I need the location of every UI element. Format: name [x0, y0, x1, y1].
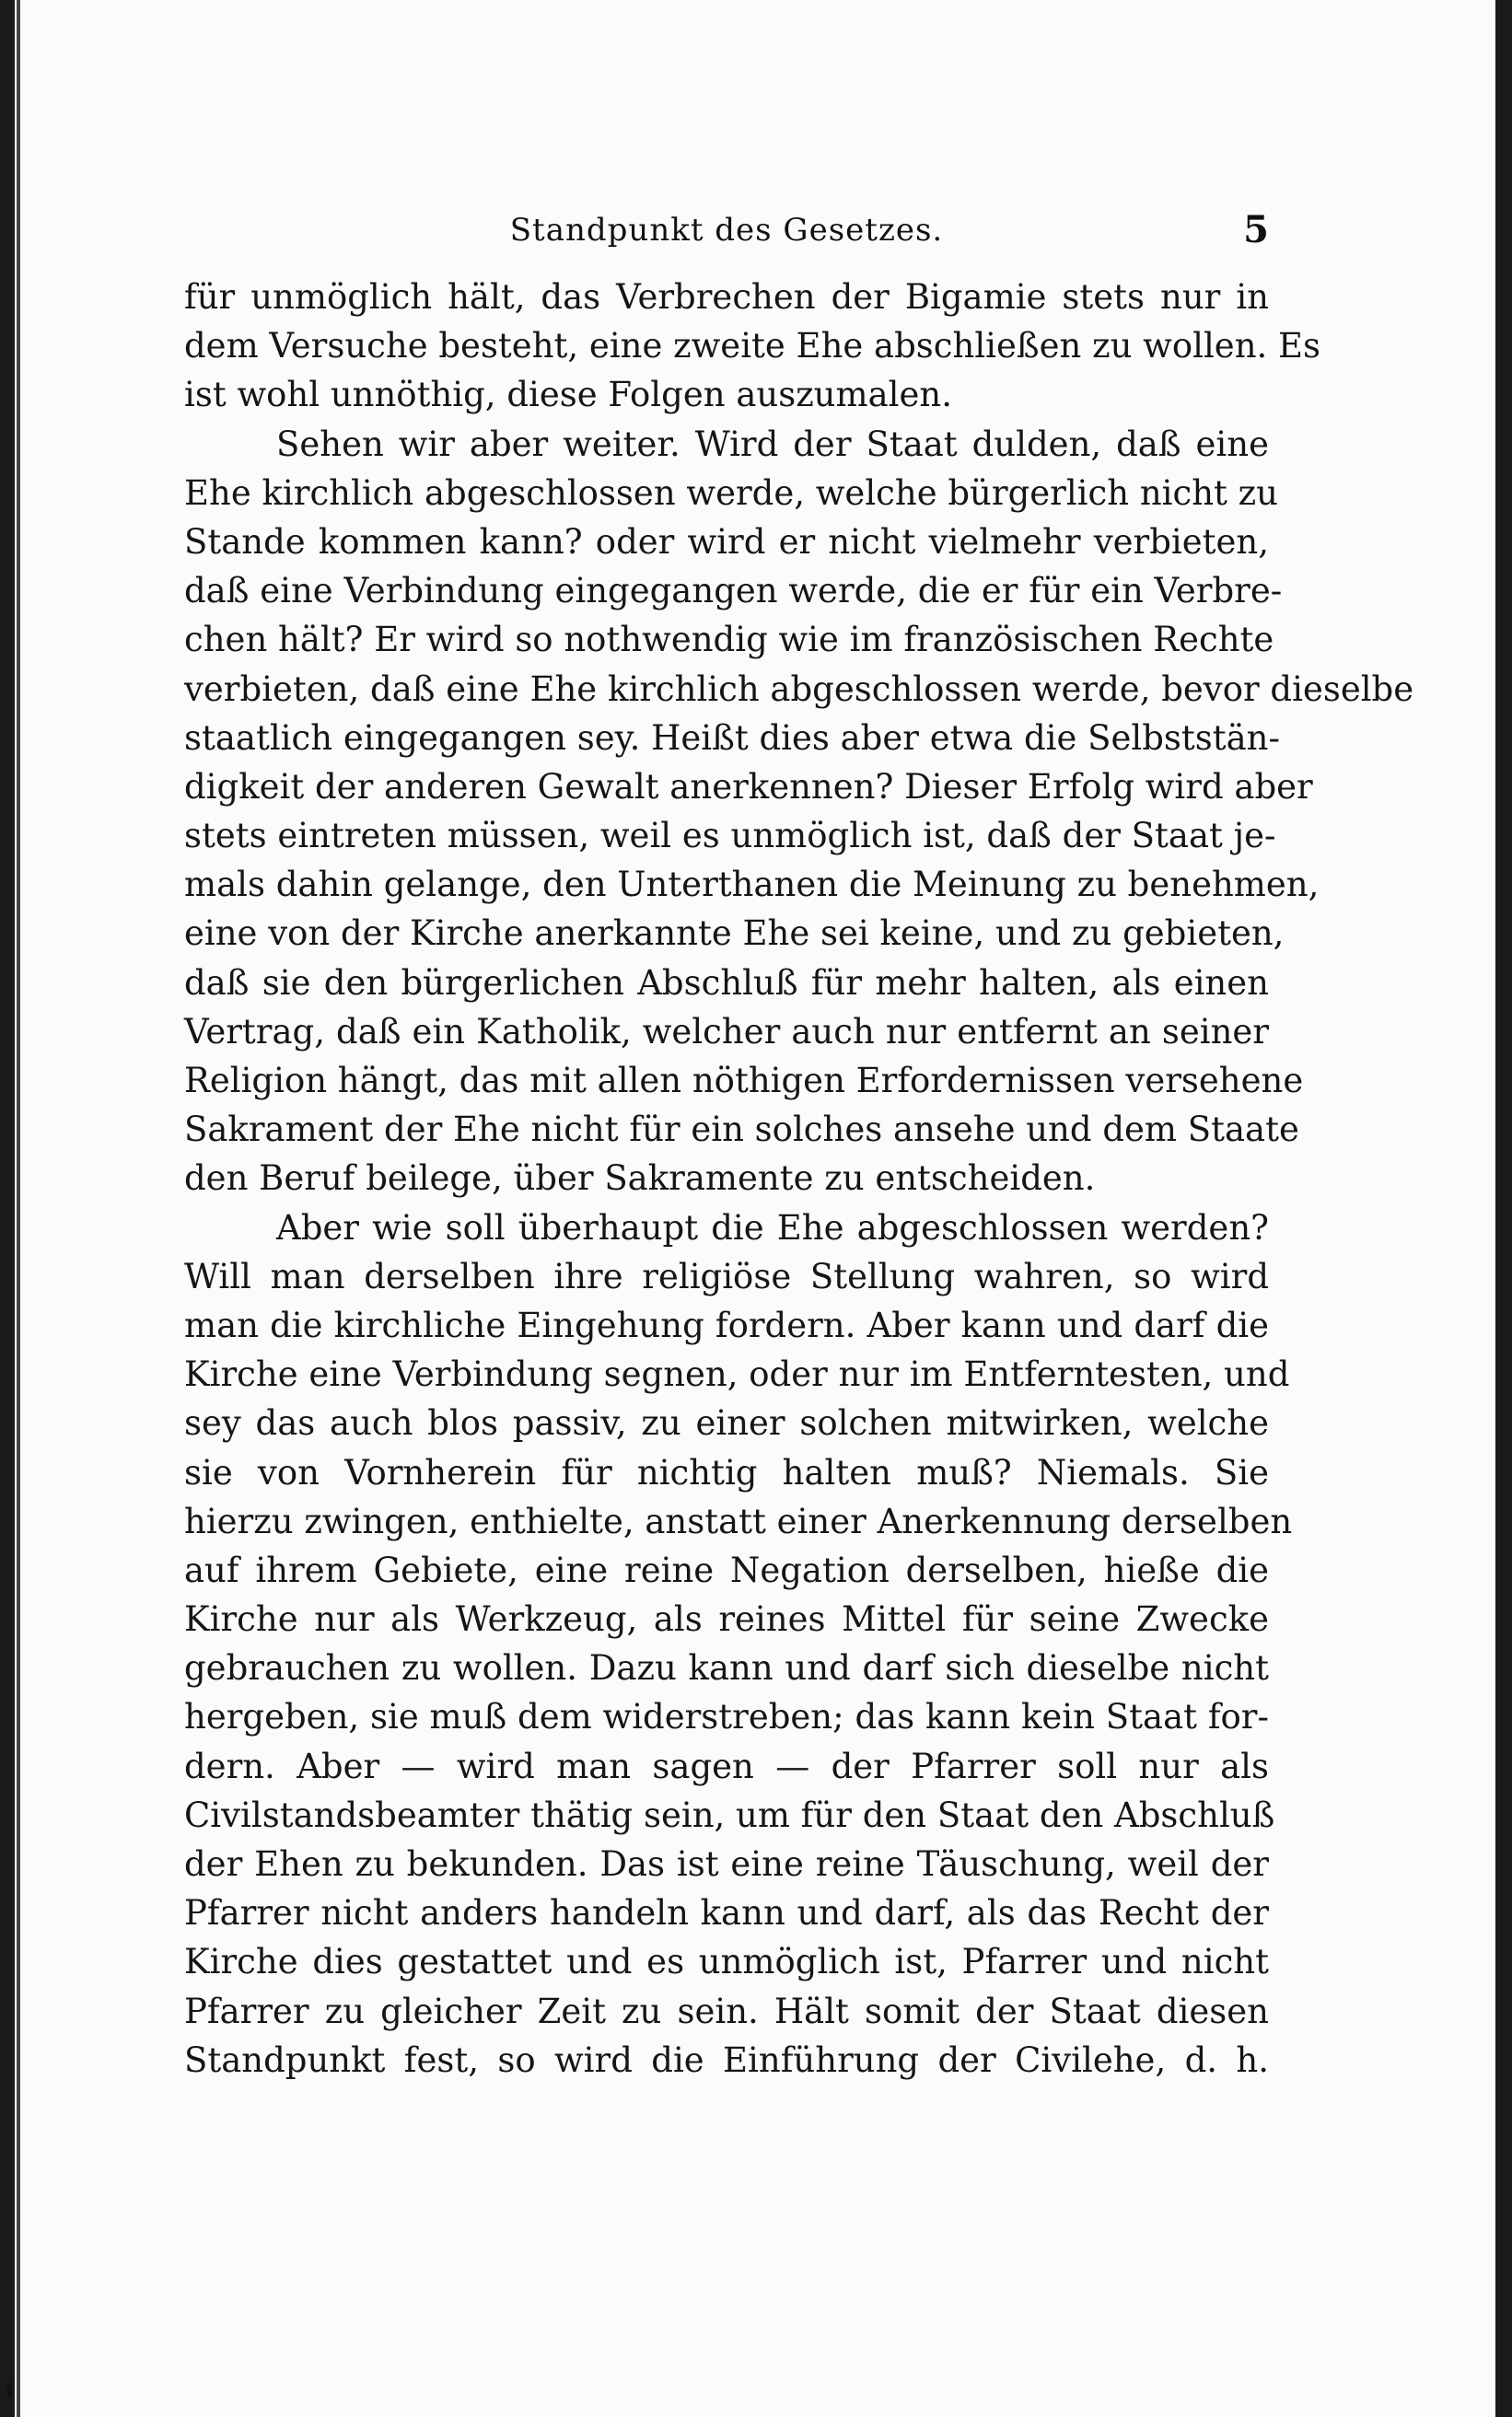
text-line: daß sie den bürgerlichen Abschluß für mehr halten, als einen [184, 962, 1269, 1003]
body-text [184, 273, 1414, 2085]
text-line: Kirche nur als Werkzeug, als reines Mittel für seine Zwecke [184, 1599, 1269, 1640]
text-line: dern. Aber — wird man sagen — der Pfarrer soll nur als [184, 1746, 1269, 1786]
running-head [184, 204, 1269, 250]
text-line: hergeben, sie muß dem widerstreben; das kann kein Staat for- [184, 1697, 1269, 1737]
text-line: Kirche eine Verbindung segnen, oder nur im Entferntesten, und [184, 1354, 1290, 1395]
running-title: Standpunkt des Gesetzes. [509, 212, 944, 249]
text-line: sie von Vornherein für nichtig halten muß? Niemals. Sie [184, 1452, 1269, 1493]
scan-border-left-inner [17, 0, 20, 2417]
text-line: Standpunkt fest, so wird die Einführung der Civilehe, d. h. [184, 2039, 1269, 2080]
text-line: digkeit der anderen Gewalt anerkennen? Dieser Erfolg wird aber [184, 766, 1313, 807]
text-line: Ehe kirchlich abgeschlossen werde, welche bürgerlich nicht zu [184, 472, 1278, 513]
text-line: eine von der Kirche anerkannte Ehe sei keine, und zu gebieten, [184, 913, 1285, 954]
text-line: verbieten, daß eine Ehe kirchlich abgeschlossen werde, bevor dieselbe [184, 668, 1414, 709]
scan-border-right [1495, 0, 1512, 2417]
text-line: stets eintreten müssen, weil es unmöglich ist, daß der Staat je- [184, 816, 1276, 856]
text-line: Religion hängt, das mit allen nöthigen Erfordernissen versehene [184, 1061, 1304, 1100]
text-line: man die kirchliche Eingehung fordern. Aber kann und darf die [184, 1305, 1269, 1345]
text-line: Stande kommen kann? oder wird er nicht vielmehr verbieten, [184, 521, 1269, 562]
text-line: Vertrag, daß ein Katholik, welcher auch nur entfernt an seiner [184, 1011, 1269, 1052]
text-line: mals dahin gelange, den Unterthanen die Meinung zu benehmen, [184, 865, 1320, 905]
text-line: Sakrament der Ehe nicht für ein solches ansehe und dem Staate [184, 1110, 1299, 1150]
text-line: für unmöglich hält, das Verbrechen der Bigamie stets nur in [184, 277, 1269, 317]
text-line: staatlich eingegangen sey. Heißt dies aber etwa die Selbststän- [184, 717, 1280, 758]
scan-border-left [0, 0, 15, 2417]
text-line: Aber wie soll überhaupt die Ehe abgeschlossen werden? [276, 1207, 1269, 1248]
text-line: den Beruf beilege, über Sakramente zu entscheiden. [184, 1158, 1096, 1199]
text-line: chen hält? Er wird so nothwendig wie im französischen Rechte [184, 620, 1274, 660]
scan-mark [7, 2383, 12, 2398]
text-line: hierzu zwingen, enthielte, anstatt einer Anerkennung derselben [184, 1501, 1293, 1541]
text-line: der Ehen zu bekunden. Das ist eine reine Täuschung, weil der [184, 1844, 1269, 1884]
text-line: Pfarrer nicht anders handeln kann und darf, als das Recht der [184, 1893, 1269, 1934]
text-line: auf ihrem Gebiete, eine reine Negation derselben, hieße die [184, 1550, 1269, 1590]
page-number: 5 [1243, 208, 1269, 251]
text-line: dem Versuche besteht, eine zweite Ehe abschließen zu wollen. Es [184, 326, 1321, 366]
text-line: Sehen wir aber weiter. Wird der Staat dulden, daß eine [276, 424, 1269, 464]
text-line: Civilstandsbeamter thätig sein, um für den Staat den Abschluß [184, 1795, 1275, 1835]
text-line: Will man derselben ihre religiöse Stellung wahren, so wird [184, 1256, 1269, 1296]
text-line: Kirche dies gestattet und es unmöglich ist, Pfarrer und nicht [184, 1942, 1269, 1982]
text-line: sey das auch blos passiv, zu einer solchen mitwirken, welche [184, 1403, 1269, 1444]
text-line: gebrauchen zu wollen. Dazu kann und darf sich dieselbe nicht [184, 1648, 1269, 1689]
text-line: Pfarrer zu gleicher Zeit zu sein. Hält somit der Staat diesen [184, 1991, 1269, 2031]
text-line: daß eine Verbindung eingegangen werde, die er für ein Verbre- [184, 571, 1283, 611]
text-line: ist wohl unnöthig, diese Folgen auszumalen. [184, 375, 952, 415]
